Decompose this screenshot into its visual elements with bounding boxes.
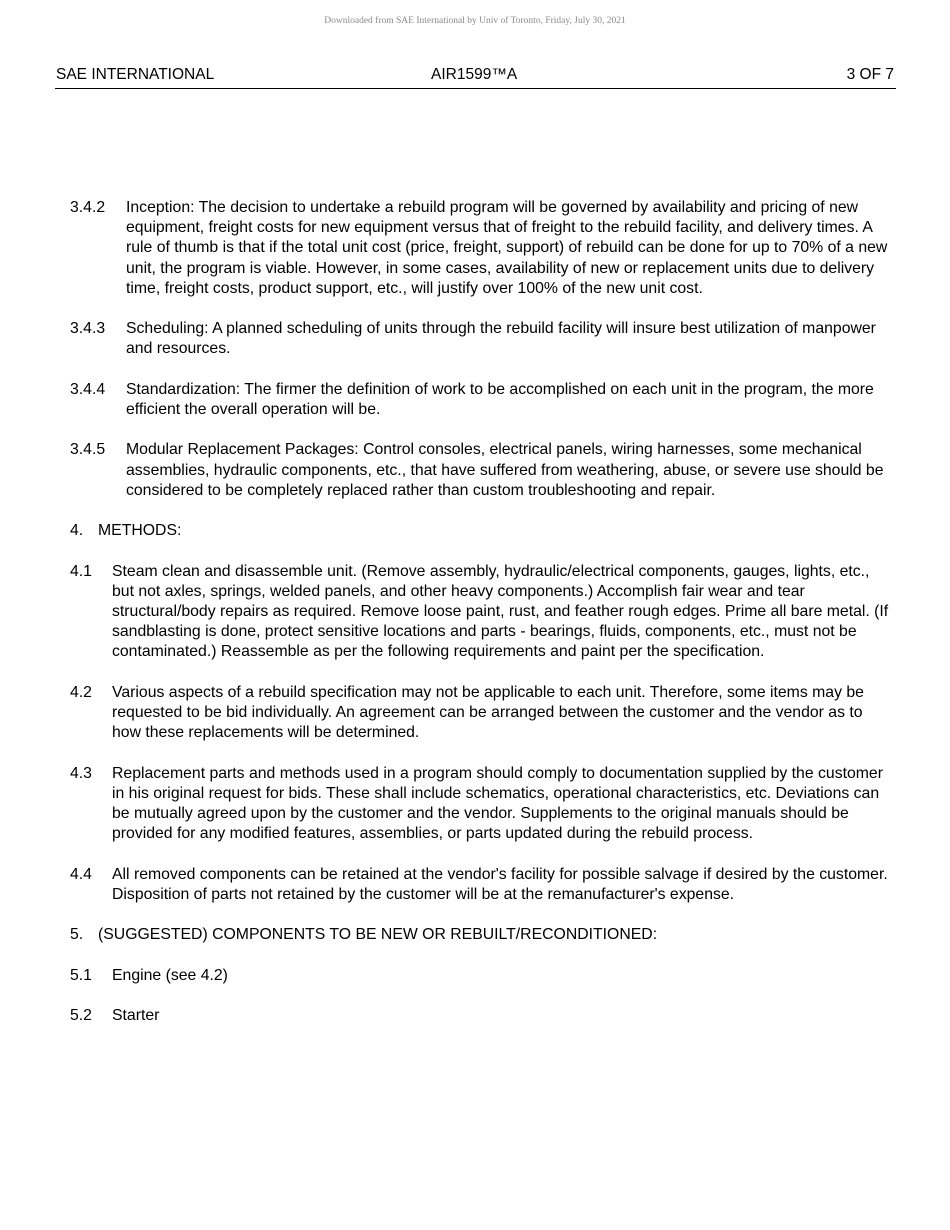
paragraph-text: Various aspects of a rebuild specification may not be applicable to each unit. Therefore, some items may be requested to be bid individually. An agreement can be arranged between the customer and the vendor as to how these replacements will be determined. — [112, 683, 864, 742]
paragraph-number: 4.2 — [70, 683, 92, 701]
header-document-id: AIR1599™A — [431, 66, 518, 83]
paragraph-5-1 — [70, 966, 890, 986]
paragraph-3-4-5 — [70, 440, 890, 501]
document-body — [70, 198, 890, 1046]
paragraph-number: 3.4.4 — [70, 380, 106, 398]
paragraph-text: Engine (see 4.2) — [112, 966, 228, 984]
paragraph-number: 3.4.2 — [70, 199, 106, 216]
paragraph-4-3 — [70, 764, 890, 845]
paragraph-4-1 — [70, 562, 890, 663]
paragraph-text: Scheduling: A planned scheduling of units through the rebuild facility will insure best utilization of manpower and resources. — [126, 320, 876, 358]
paragraph-text: Starter — [112, 1006, 160, 1024]
paragraph-5-2 — [70, 1006, 890, 1026]
paragraph-3-4-3 — [70, 319, 890, 359]
section-heading-methods — [70, 521, 890, 541]
section-heading-components — [70, 925, 890, 945]
paragraph-number: 4.4 — [70, 865, 92, 883]
paragraph-number: 3.4.5 — [70, 441, 106, 459]
paragraph-number: 5.1 — [70, 966, 92, 984]
paragraph-number: 4.1 — [70, 562, 92, 580]
paragraph-text: All removed components can be retained at the vendor's facility for possible salvage if desired by the customer. Disposition of parts not retained by the customer will be at the remanufacturer's expense. — [112, 865, 888, 903]
download-watermark: Downloaded from SAE International by Univ of Toronto, Friday, July 30, 2021 — [324, 16, 626, 26]
paragraph-3-4-4 — [70, 380, 890, 420]
paragraph-4-4 — [70, 865, 890, 905]
paragraph-number: 4.3 — [70, 764, 92, 782]
paragraph-number: 3.4.3 — [70, 320, 106, 338]
paragraph-text: Steam clean and disassemble unit. (Remove assembly, hydraulic/electrical components, gauges, lights, etc., but not axles, springs, welded panels, and other heavy components.) Accomplish fair wear and tear structural/body repairs as required. Remove loose paint, rust, and feather rough edges. Prime all bare metal. (If sandblasting is done, protect sensitive locations and parts - bearings, fluids, components, etc., must not be contaminated.) Reassemble as per the following requirements and paint per the specification. — [112, 562, 889, 661]
paragraph-4-2 — [70, 683, 890, 744]
paragraph-number: 5.2 — [70, 1006, 92, 1024]
section-number: 5. — [70, 926, 84, 944]
header-organization: SAE INTERNATIONAL — [56, 66, 215, 83]
paragraph-text: Modular Replacement Packages: Control consoles, electrical panels, wiring harnesses, some mechanical assemblies, hydraulic components, etc., that have suffered from weathering, abuse, or severe use should be considered to be completely replaced rather than custom troubleshooting and repair. — [126, 441, 884, 499]
paragraph-text: Inception: The decision to undertake a rebuild program will be governed by availability and pricing of new equipment, freight costs for new equipment versus that of freight to the rebuild facility, and delivery times. A rule of thumb is that if the total unit cost (price, freight, support) of rebuild can be done for up to 70% of a new unit, the program is viable. However, in some cases, availability of new or replacement units due to delivery time, freight costs, product support, etc., will justify over 100% of the new unit cost. — [126, 199, 888, 297]
paragraph-text: Replacement parts and methods used in a program should comply to documentation supplied by the customer in his original request for bids. These shall include schematics, operational characteristics, etc. Deviations can be mutually agreed upon by the customer and the vendor. Supplements to the original manuals should be provided for any modified features, assemblies, or parts updated during the rebuild process. — [112, 764, 883, 843]
paragraph-3-4-2 — [70, 198, 890, 299]
section-number: 4. — [70, 522, 84, 540]
section-title: METHODS: — [98, 522, 182, 540]
section-title: (SUGGESTED) COMPONENTS TO BE NEW OR REBUILT/RECONDITIONED: — [98, 926, 658, 944]
header-page-number: 3 OF 7 — [846, 66, 894, 83]
paragraph-text: Standardization: The firmer the definition of work to be accomplished on each unit in the program, the more efficient the overall operation will be. — [126, 380, 874, 418]
page-header — [55, 66, 896, 89]
